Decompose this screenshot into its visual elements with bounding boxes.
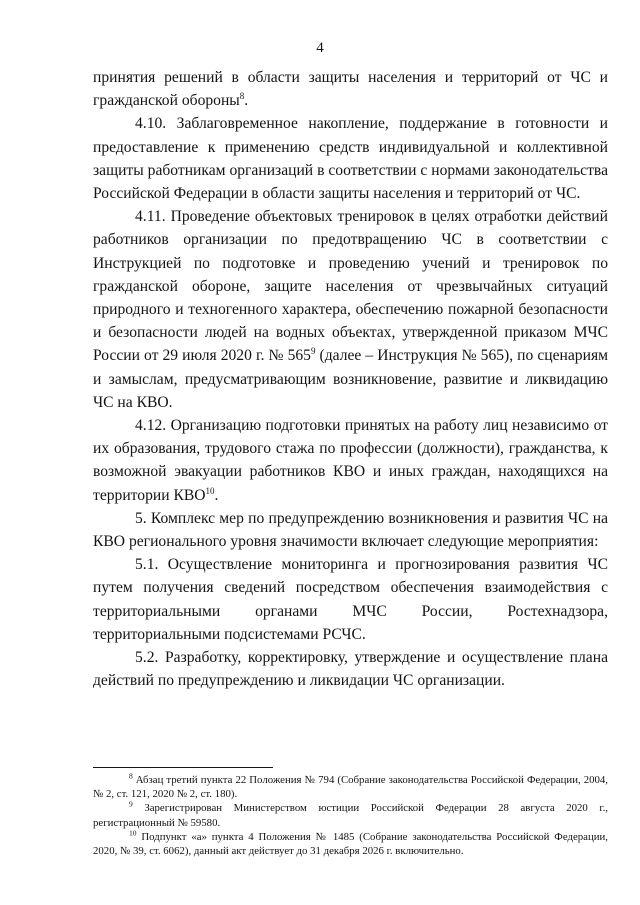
paragraph-4-12 bbox=[93, 414, 608, 507]
footnote-text: Зарегистрирован Министерством юстиции Российской Федерации 28 августа 2020 г., регистрационный № 59580. bbox=[93, 802, 608, 829]
paragraph-tail: . bbox=[244, 92, 249, 110]
footnote-text: Подпункт «а» пункта 4 Положения № 1485 (Собрание законодательства Российской Федерации, 2020, № 39, ст. 6062), данный акт действует до 31 декабря 2026 г. включительно. bbox=[93, 830, 608, 858]
footnote-8 bbox=[93, 773, 608, 801]
paragraph-4-11 bbox=[93, 205, 608, 414]
footnote-divider bbox=[93, 767, 273, 768]
paragraph-5-2 bbox=[93, 646, 608, 692]
footnote-9 bbox=[93, 801, 608, 829]
document-body bbox=[93, 66, 608, 692]
paragraph-5-1 bbox=[93, 553, 608, 646]
footnotes bbox=[93, 773, 608, 858]
paragraph-text: 5. Комплекс мер по предупреждению возникновения и развития ЧС на КВО регионального уровня значимости включает следующие мероприятия: bbox=[93, 509, 608, 551]
page-number: 4 bbox=[316, 40, 324, 56]
paragraph-text: 4.12. Организацию подготовки принятых на работу лиц независимо от их образования, трудового стажа по профессии (должности), гражданства, к возможной эвакуации работников КВО и иных граждан, находящихся на территории КВО bbox=[93, 417, 608, 504]
paragraph-5 bbox=[93, 507, 608, 553]
footnote-ref: 10 bbox=[205, 485, 215, 496]
paragraph-text: принятия решений в области защиты населения и территорий от ЧС и гражданской обороны bbox=[93, 69, 608, 110]
paragraph-text: 5.1. Осуществление мониторинга и прогнозирования развития ЧС путем получения сведений посредством обеспечения взаимодействия с территориальными органами МЧС России, Ростехнадзора, территориальными подсистемами РСЧС. bbox=[93, 556, 608, 643]
paragraph-text: 5.2. Разработку, корректировку, утверждение и осуществление плана действий по предупреждению и ликвидации ЧС организации. bbox=[93, 649, 608, 690]
footnote-ref: 9 bbox=[310, 346, 316, 357]
footnote-text: Абзац третий пункта 22 Положения № 794 (Собрание законодательства Российской Федерации, 2004, № 2, ст. 121, 2020 № 2, ст. 180). bbox=[93, 774, 608, 801]
footnote-10 bbox=[93, 830, 608, 858]
paragraph-tail: . bbox=[214, 486, 219, 504]
paragraph-tail: (далее – Инструкция № 565), по сценариям и замыслам, предусматривающим возникновение, развитие и ликвидацию ЧС на КВО. bbox=[93, 347, 608, 411]
paragraph-continuation bbox=[93, 66, 608, 112]
paragraph-text: 4.11. Проведение объектовых тренировок в целях отработки действий работников организации по предотвращению ЧС в соответствии с Инструкцией по подготовке и проведению учений и тренировок по гражданской обороне, защите населения от чрезвычайных ситуаций природного и техногенного характера, обеспечению пожарной безопасности и безопасности людей на водных объектах, утвержденной приказом МЧС России от 29 июля 2020 г. № 565 bbox=[93, 208, 608, 365]
footnote-mark: 10 bbox=[129, 828, 137, 838]
paragraph-4-10 bbox=[93, 112, 608, 205]
footnote-mark: 9 bbox=[129, 799, 133, 809]
footnote-mark: 8 bbox=[129, 771, 133, 781]
paragraph-text: 4.10. Заблаговременное накопление, поддержание в готовности и предоставление к применению средств индивидуальной и коллективной защиты работникам организаций в соответствии с нормами законодательства Российской Федерации в области защиты населения и территорий от ЧС. bbox=[93, 115, 608, 203]
footnote-ref: 8 bbox=[239, 91, 245, 102]
